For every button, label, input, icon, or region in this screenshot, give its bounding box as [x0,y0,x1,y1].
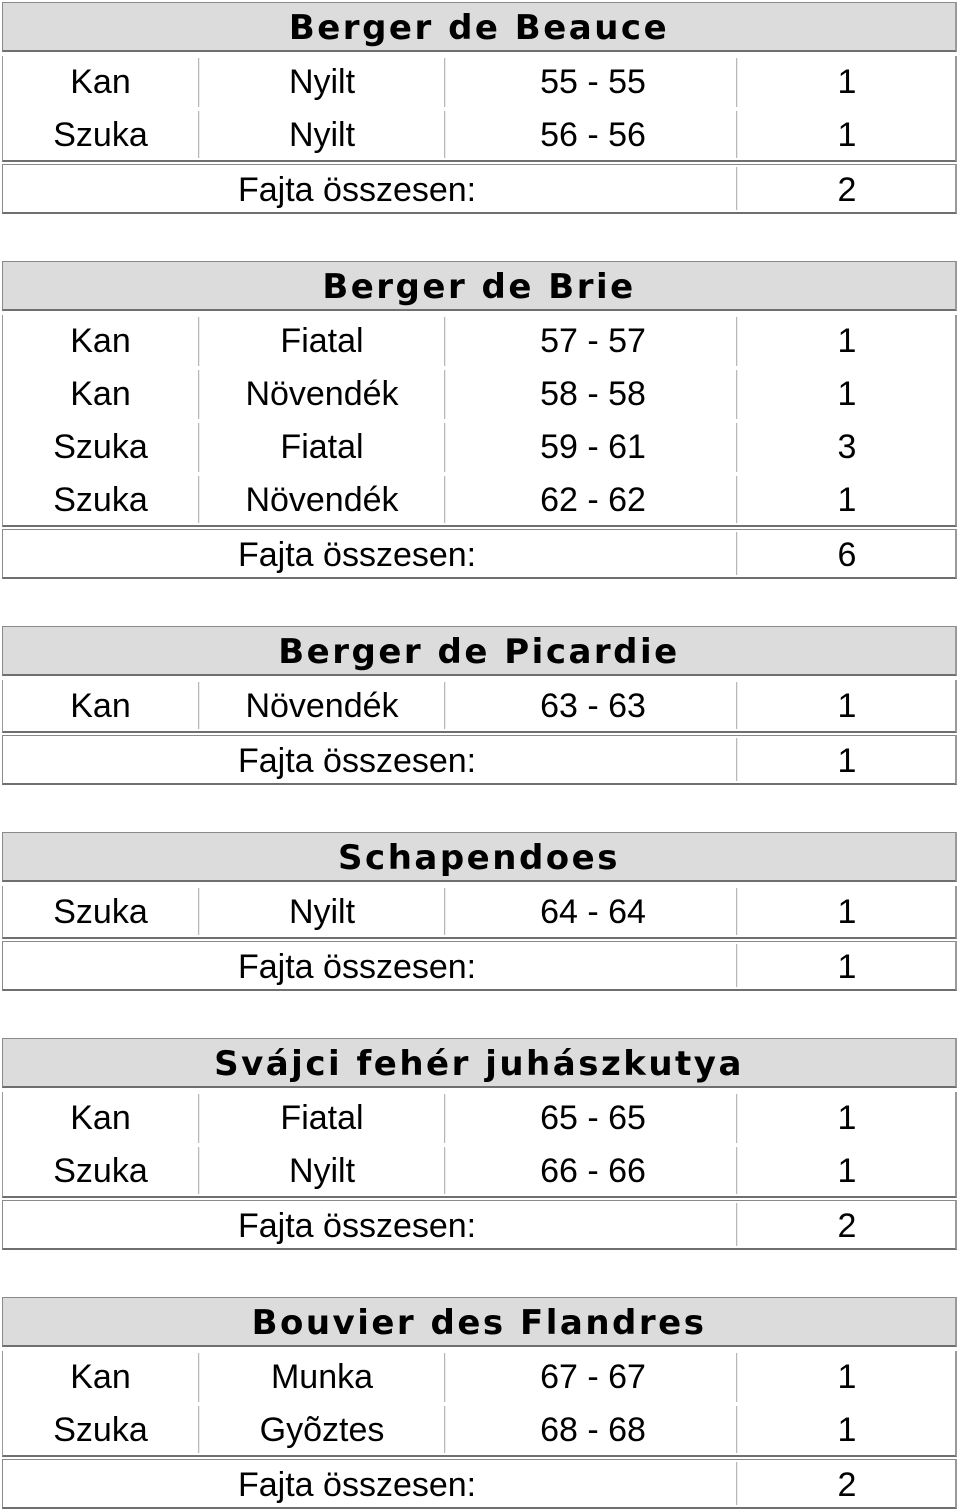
total-label: Fajta összesen: [238,1207,477,1245]
breed-header: Berger de Beauce [2,2,957,52]
catalog-range-cell: 67 - 67 [540,1358,646,1396]
entry-row [2,315,957,368]
count-cell: 1 [837,322,857,360]
catalog-range-cell: 65 - 65 [540,1099,646,1137]
sex-cell: Szuka [53,893,148,931]
sex-cell: Kan [70,1099,131,1137]
catalog-range-cell: 59 - 61 [540,428,646,466]
count-cell: 1 [837,1411,857,1449]
entry-row [2,886,957,939]
count-cell: 1 [837,1099,857,1137]
entry-row [2,56,957,109]
count-cell: 1 [837,63,857,101]
total-label: Fajta összesen: [238,742,477,780]
breed-header: Bouvier des Flandres [2,1297,957,1347]
class-cell: Nyilt [288,893,356,931]
breed-total-row [2,1200,957,1250]
catalog-range-cell: 64 - 64 [540,893,646,931]
entry-row [2,474,957,527]
catalog-range-cell: 55 - 55 [540,63,646,101]
class-cell: Gyõztes [259,1411,385,1449]
entry-row [2,1351,957,1404]
catalog-range-cell: 58 - 58 [540,375,646,413]
sex-cell: Szuka [53,116,148,154]
sex-cell: Szuka [53,1411,148,1449]
breed-header: Berger de Brie [2,261,957,311]
entry-row [2,368,957,421]
catalog-range-cell: 62 - 62 [540,481,646,519]
breed-header: Schapendoes [2,832,957,882]
total-count: 1 [837,742,857,780]
breed-section [0,261,960,581]
catalog-range-cell: 56 - 56 [540,116,646,154]
class-cell: Fiatal [280,322,364,360]
entry-row [2,109,957,162]
total-count: 2 [837,1466,857,1504]
count-cell: 1 [837,1152,857,1190]
catalog-range-cell: 66 - 66 [540,1152,646,1190]
count-cell: 1 [837,1358,857,1396]
entry-row [2,1092,957,1145]
class-cell: Nyilt [288,63,356,101]
total-count: 2 [837,1207,857,1245]
sex-cell: Szuka [53,428,148,466]
breed-total-row [2,1459,957,1509]
breed-total-row [2,941,957,991]
class-cell: Fiatal [280,428,364,466]
breed-header: Berger de Picardie [2,626,957,676]
total-label: Fajta összesen: [238,948,477,986]
count-cell: 1 [837,116,857,154]
sex-cell: Kan [70,63,131,101]
count-cell: 1 [837,481,857,519]
entry-row [2,680,957,733]
breed-section [0,1297,960,1511]
sex-cell: Kan [70,687,131,725]
total-label: Fajta összesen: [238,1466,477,1504]
sex-cell: Szuka [53,1152,148,1190]
sex-cell: Szuka [53,481,148,519]
breed-section [0,2,960,216]
total-label: Fajta összesen: [238,171,477,209]
class-cell: Munka [270,1358,374,1396]
sex-cell: Kan [70,375,131,413]
breed-header: Svájci fehér juhászkutya [2,1038,957,1088]
count-cell: 3 [837,428,857,466]
entry-row [2,1145,957,1198]
catalog-range-cell: 57 - 57 [540,322,646,360]
breed-total-row [2,164,957,214]
total-count: 1 [837,948,857,986]
count-cell: 1 [837,687,857,725]
class-cell: Fiatal [280,1099,364,1137]
total-count: 2 [837,171,857,209]
breed-total-row [2,735,957,785]
sex-cell: Kan [70,322,131,360]
breed-total-row [2,529,957,579]
breed-section [0,626,960,787]
class-cell: Nyilt [288,1152,356,1190]
class-cell: Növendék [245,375,399,413]
entry-row [2,421,957,474]
breed-section [0,832,960,993]
class-cell: Növendék [245,481,399,519]
sex-cell: Kan [70,1358,131,1396]
class-cell: Nyilt [288,116,356,154]
total-label: Fajta összesen: [238,536,477,574]
class-cell: Növendék [245,687,399,725]
catalog-range-cell: 68 - 68 [540,1411,646,1449]
catalog-range-cell: 63 - 63 [540,687,646,725]
count-cell: 1 [837,375,857,413]
total-count: 6 [837,536,857,574]
entry-row [2,1404,957,1457]
count-cell: 1 [837,893,857,931]
breed-section [0,1038,960,1252]
